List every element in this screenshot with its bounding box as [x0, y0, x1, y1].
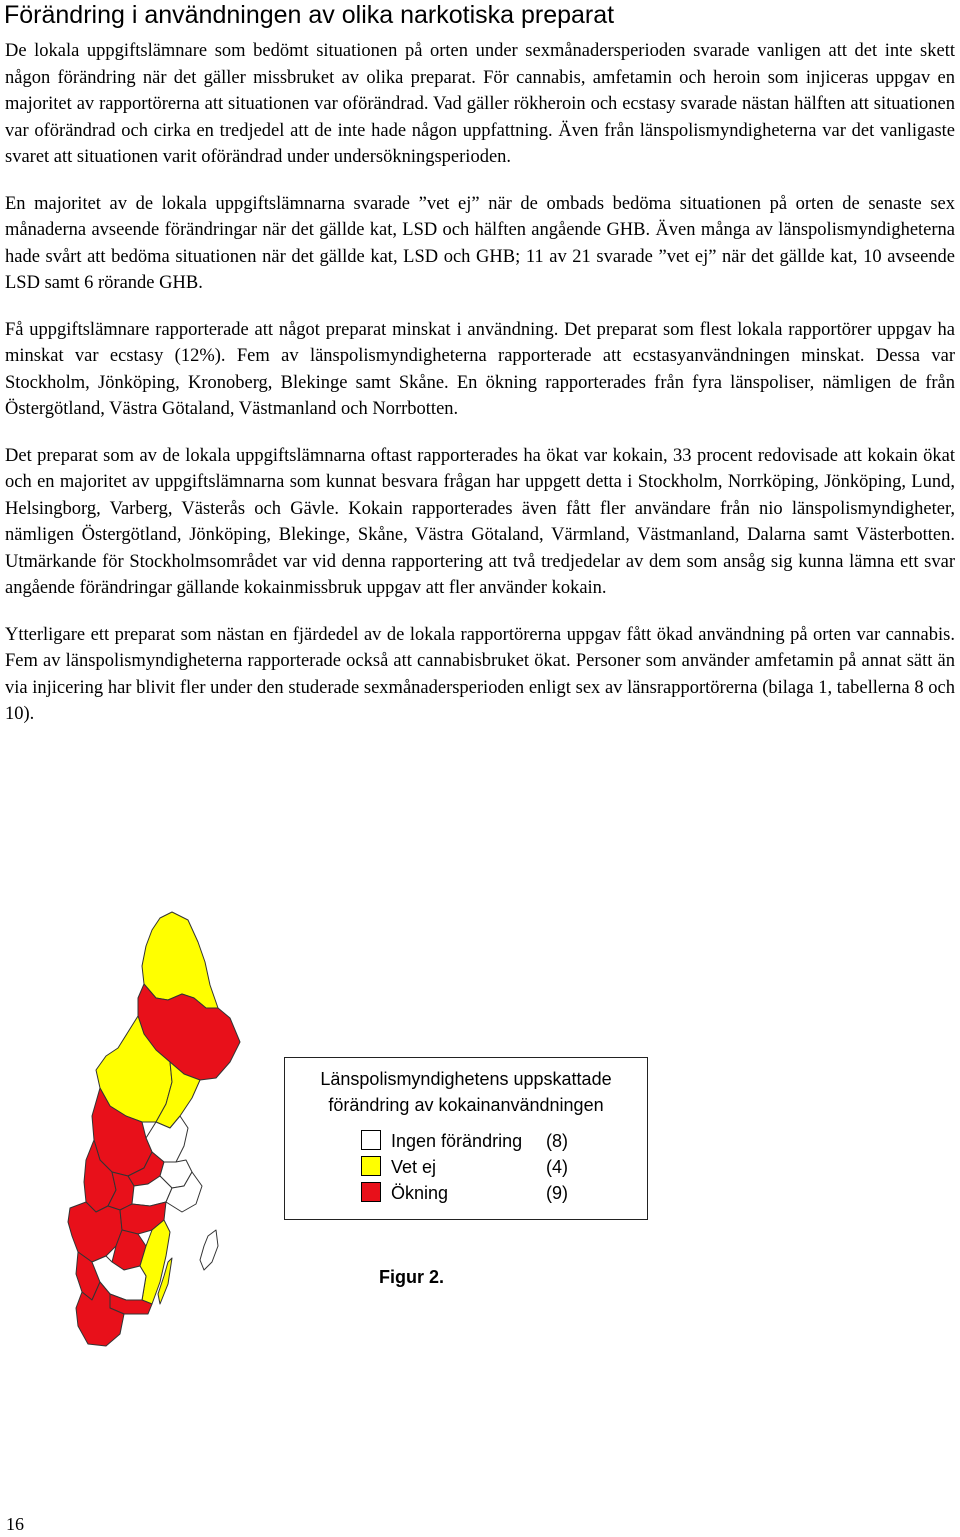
paragraph-3: Få uppgiftslämnare rapporterade att något preparat minskat i användning. Det preparat som flest lokala rapportörer uppgav ha minskat var ecstasy (12%). Fem av länspolismyndigheterna rapporterade att ecstasyanvändningen minskat. Dessa var Stockholm, Jönköping, Kronoberg, Blekinge samt Skåne. En ökning rapporterades från fyra länspoliser, nämligen de från Östergötland, Västra Götaland, Västmanland och Norrbotten.	[5, 319, 955, 419]
body-text	[5, 38, 955, 748]
legend-swatch-red	[361, 1182, 381, 1202]
section-heading: Förändring i användningen av olika narkotiska preparat	[4, 1, 615, 29]
legend-title-line-1: Länspolismyndighetens uppskattade	[320, 1069, 612, 1089]
figure-caption: Figur 2.	[379, 1267, 445, 1287]
legend-title	[285, 1066, 647, 1118]
legend-label: Ingen förändring	[391, 1131, 523, 1151]
legend-count: (4)	[546, 1157, 568, 1177]
county-gotland	[200, 1230, 218, 1270]
paragraph-5: Ytterligare ett preparat som nästan en fjärdedel av de lokala rapportörerna uppgav fått ökad användning på orten var cannabis. Fem av länspolismyndigheterna rapporterade också att cannabisbruket ökat. Personer som använder amfetamin på annat sätt än via injicering har blivit fler under den studerade sexmånadersperioden enligt sex av länsrapportörerna (bilaga 1, tabellerna 8 och 10).	[5, 624, 955, 724]
legend-count: (8)	[546, 1131, 568, 1151]
paragraph-1: De lokala uppgiftslämnare som bedömt situationen på orten under sexmånadersperioden svarade vanligen att det inte skett någon förändring när det gäller missbruket av olika preparat. För cannabis, amfetamin och heroin som injiceras uppgav en majoritet av rapportörerna att situationen var oförändrad. Vad gäller rökheroin och ecstasy svarade nästan hälften att situationen var oförändrad och cirka en tredjedel att de inte hade någon uppfattning. Även från länspolismyndigheterna var det vanligaste svaret att situationen varit oförändrad under undersökningsperioden.	[5, 41, 955, 167]
legend-swatch-white	[361, 1130, 381, 1150]
map-legend	[284, 1057, 648, 1220]
county-norrbotten	[142, 912, 218, 1008]
page-number: 16	[6, 1514, 24, 1534]
legend-label: Ökning	[391, 1183, 449, 1203]
sweden-county-map	[60, 890, 260, 1360]
legend-count: (9)	[546, 1183, 568, 1203]
paragraph-4: Det preparat som av de lokala uppgiftslämnarna oftast rapporterades ha ökat var kokain, 33 procent redovisade att kokain ökat och en majoritet av uppgiftslämnarna som kunnat besvara frågan har uppgett detta i Stockholm, Norrköping, Jönköping, Lund, Helsingborg, Varberg, Västerås och Gävle. Kokain rapporterades även fått fler användare från nio länspolismyndigheter, nämligen Östergötland, Jönköping, Blekinge, Skåne, Västra Götaland, Värmland, Västmanland, Dalarna samt Västerbotten. Utmärkande för Stockholmsområdet var vid denna rapportering att två tredjedelar av dem som ansåg sig kunna lämna ett svar angående förändringar gällande kokainmissbruk uppgav att fler använder kokain.	[5, 445, 955, 598]
paragraph-2: En majoritet av de lokala uppgiftslämnarna svarade ”vet ej” när de ombads bedöma situationen på orten de senaste sex månaderna avseende förändringar när det gällde kat, LSD och hälften angående GHB. Även många av länspolismyndigheterna hade svårt att bedöma situationen när det gällde kat, LSD och GHB; 11 av 21 svarade ”vet ej” när det gällde kat, 10 avseende LSD samt 6 rörande GHB.	[5, 193, 955, 293]
legend-label: Vet ej	[391, 1157, 437, 1177]
legend-swatch-yellow	[361, 1156, 381, 1176]
legend-title-line-2: förändring av kokainanvändningen	[328, 1095, 604, 1115]
